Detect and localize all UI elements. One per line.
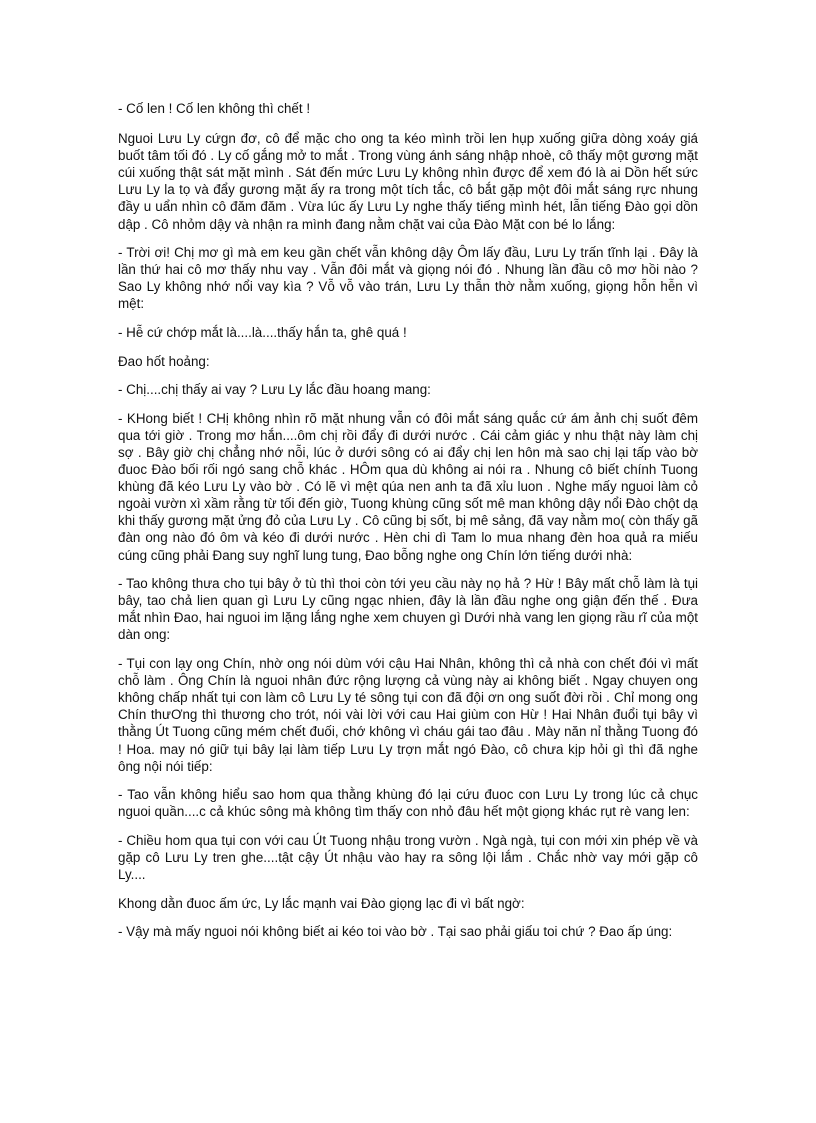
paragraph: Nguoi Lưu Ly cứgn đơ, cô để mặc cho ong ta kéo mình trồi len hụp xuống giữa dòng xoáy giá buốt tâm tối đó . Ly cố gắng mở to mắt . Trong vùng ánh sáng nhập nhoè, cô thấy một gương mặt cúi xuống thật sát mặt mình . Sát đến mức Lưu Ly không nhìn được để xem đó là ai Dồn hết sức Lưu Ly la tọ và đẩy gương mặt ấy ra trong một tích tắc, cô bắt gặp một đôi mắt sáng rực nhung đầy u uẩn nhìn cô đăm đăm . Vừa lúc ấy Lưu Ly nghe thấy tiếng mình hét, lẫn tiếng Đào gọi dồn dập . Cô nhỏm dậy và nhận ra mình đang nằm chặt vai của Đào Mặt con bé lo lắng: [118,131,698,232]
paragraph: - Vậy mà mấy nguoi nói không biết ai kéo toi vào bờ . Tại sao phải giấu toi chứ ? Đao ấp úng: [118,924,673,940]
paragraph: - Tao không thưa cho tụi bây ở tù thì thoi còn tới yeu cầu này nọ hả ? Hừ ! Bây mất chỗ làm là tụi bây, tao chả lien quan gì Lưu Ly cũng ngạc nhien, đây là lần đầu nghe ong giận đến thế . Đưa mắt nhìn Đao, hai nguoi im lặng lắng nghe xem chuyen gì Dưới nhà vang len giọng rầu rĩ của một dàn ong: [118,576,698,643]
paragraph: - Tao vẫn không hiểu sao hom qua thằng khùng đó lại cứu đuoc con Lưu Ly trong lúc cả chục nguoi quần....c cả khúc sông mà không tìm thấy con nhỏ đâu hết một giọng khác rụt rè vang len: [118,787,698,820]
paragraph: - Hễ cứ chớp mắt là....là....thấy hắn ta, ghê quá ! [118,325,407,341]
paragraph: - Chiều hom qua tụi con với cau Út Tuong nhậu trong vườn . Ngà ngà, tụi con mới xin phép về và gặp cô Lưu Ly tren ghe....tật cậy Út nhậu vào hay ra sông lội lắm . Chắc nhờ vay mới gặp cô Ly.... [118,832,698,883]
paragraph: - Trời ơi! Chị mơ gì mà em keu gần chết vẫn không dậy Ôm lấy đầu, Lưu Ly trấn tĩnh lại . Đây là lần thứ hai cô mơ thấy nhu vay . Vẫn đôi mắt và giọng nói đó . Nhung lần đầu cô mơ hồi nào ? Sao Ly không nhớ nổi vay kìa ? Vỗ vỗ vào trán, Lưu Ly thẫn thờ nằm xuống, giọng hỗn hễn vì mệt: [118,245,698,312]
paragraph: - KHong biết ! CHị không nhìn rõ mặt nhung vẫn có đôi mắt sáng quắc cứ ám ảnh chị suốt đêm qua tới giờ . Trong mơ hắn....ôm chị rồi đẩy đi dưới nước . Cái cảm giác y nhu thật này làm chị sợ . Bây giờ chị chẳng nhớ nỗi, lúc ở dưới sông có ai đẩy chị len hôn mà sao chị lại tấp vào bờ đuoc Đào bối rối ngó sang chỗ khác . HÔm qua dù không ai nói ra . Nhung cô biết chính Tuong khùng đã kéo Lưu Ly vào bờ . Có lẽ vì mệt qúa nen anh ta đã xỉu luon . Nghe mấy nguoi làm cỏ ngoài vườn xì xầm rằng từ tối đến giờ, Tuong khùng cũng sốt mê man không dậy nổi Đào chột dạ khi thấy gương mặt ửng đỏ của Lưu Ly . Cô cũng bị sốt, bị mê sảng, đã vay nằm mo( còn thấy gã đàn ong nào đó ôm và kéo đi dưới nước . Hèn chi dì Tam lo mua nhang đèn hoa quả ra miếu cúng cũng phải Đang suy nghĩ lung tung, Đao bỗng nghe ong Chín lớn tiếng dưới nhà: [118,410,698,563]
paragraph: - Cố len ! Cố len không thì chết ! [118,101,311,116]
paragraph: Khong dằn đuoc ấm ức, Ly lắc mạnh vai Đào giọng lạc đi vì bất ngờ: [118,895,525,911]
paragraph: - Tụi con lạy ong Chín, nhờ ong nói dùm với cậu Hai Nhân, không thì cả nhà con chết đói vì mất chỗ làm . Ông Chín là nguoi nhân đức rộng lượng cả vùng này ai không biết . Ngay chuyen ong không chấp nhất tụi con làm cô Lưu Ly té sông tụi con đã đội ơn ong suốt đời rồi . Chỉ mong ong Chín thưƠng thì thương cho trót, nói vài lời với cau Hai giùm con Hừ ! Hai Nhân đuổi tụi bây vì thằng Út Tuong cũng mém chết đuối, chớ không vì cháu gái tao đâu . Mày năn nỉ thằng Tuong đó ! Hoa. may nó giữ tụi bây lại làm tiếp Lưu Ly trợn mắt ngó Đào, cô chưa kịp hỏi gì thì đã nghe ông nội nói tiếp: [118,656,698,774]
document-body [118,100,698,952]
paragraph: - Chị....chị thấy ai vay ? Lưu Ly lắc đầu hoang mang: [118,382,431,398]
paragraph: Đao hốt hoảng: [118,353,210,369]
